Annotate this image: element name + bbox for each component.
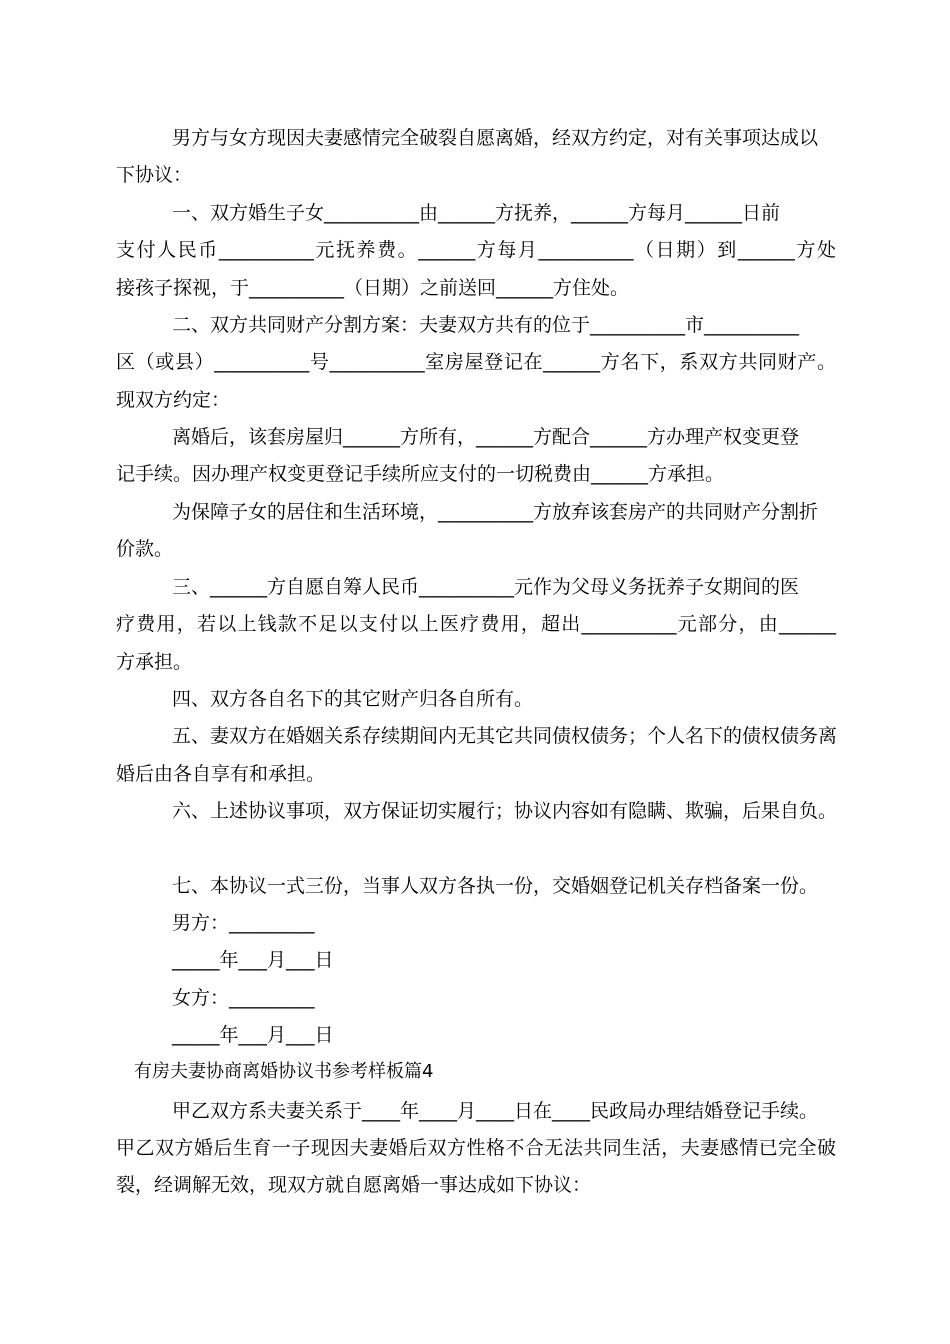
clause-7: 七、本协议一式三份，当事人双方各执一份，交婚姻登记机关存档备案一份。 (172, 875, 819, 897)
signature-female-date: _____年___月___日 (172, 1024, 334, 1046)
section-heading: 有房夫妻协商离婚协议书参考样板篇4 (134, 1061, 434, 1082)
section-4-intro-line-2: 甲乙双方婚后生育一子现因夫妻婚后双方性格不合无法共同生活，夫妻感情已完全破 (116, 1137, 836, 1159)
section-4-intro-line-3: 裂，经调解无效，现双方就自愿离婚一事达成如下协议： (116, 1174, 592, 1196)
clause-2-line-2: 区（或县）__________号__________室房屋登记在______方名下，系双方共同财产。 (116, 351, 836, 373)
paragraph-intro-line-2: 下协议： (116, 164, 193, 186)
clause-2-house-line-2: 记手续。因办理产权变更登记手续所应支付的一切税费由______方承担。 (116, 463, 725, 485)
clause-3-line-1: 三、______方自愿自筹人民币__________元作为父母义务抚养子女期间的医 (172, 576, 800, 598)
clause-4: 四、双方各自名下的其它财产归各自所有。 (172, 688, 534, 710)
clause-1-line-2: 支付人民币__________元抚养费。______方每月__________（日期）到______方处 (116, 239, 836, 261)
clause-2-children-line-2: 价款。 (116, 538, 174, 560)
paragraph-intro-line-1: 男方与女方现因夫妻感情完全破裂自愿离婚，经双方约定，对有关事项达成以 (172, 127, 819, 149)
clause-3-line-2: 疗费用，若以上钱款不足以支付以上医疗费用，超出__________元部分，由______ (116, 613, 836, 635)
clause-6: 六、上述协议事项，双方保证切实履行；协议内容如有隐瞒、欺骗，后果自负。 (172, 800, 838, 822)
signature-male-date: _____年___月___日 (172, 949, 334, 971)
clause-1-line-1: 一、双方婚生子女__________由______方抚养，______方每月______日前 (172, 202, 781, 224)
clause-3-line-3: 方承担。 (116, 651, 193, 673)
clause-2-line-3: 现双方约定： (116, 389, 231, 411)
clause-5-line-2: 婚后由各自享有和承担。 (116, 763, 326, 785)
clause-2-house-line-1: 离婚后，该套房屋归______方所有，______方配合______方办理产权变更登 (172, 426, 800, 448)
section-4-intro-line-1: 甲乙双方系夫妻关系于____年____月____日在____民政局办理结婚登记手续。 (172, 1100, 819, 1122)
clause-2-children-line-1: 为保障子女的居住和生活环境，__________方放弃该套房产的共同财产分割折 (172, 501, 819, 523)
clause-1-line-3: 接孩子探视，于__________（日期）之前送回______方住处。 (116, 277, 630, 299)
clause-5-line-1: 五、妻双方在婚姻关系存续期间内无其它共同债权债务；个人名下的债权债务离 (172, 725, 838, 747)
clause-2-line-1: 二、双方共同财产分割方案：夫妻双方共有的位于__________市__________ (172, 314, 800, 336)
signature-male: 男方：_________ (172, 912, 315, 934)
signature-female: 女方：_________ (172, 987, 315, 1009)
